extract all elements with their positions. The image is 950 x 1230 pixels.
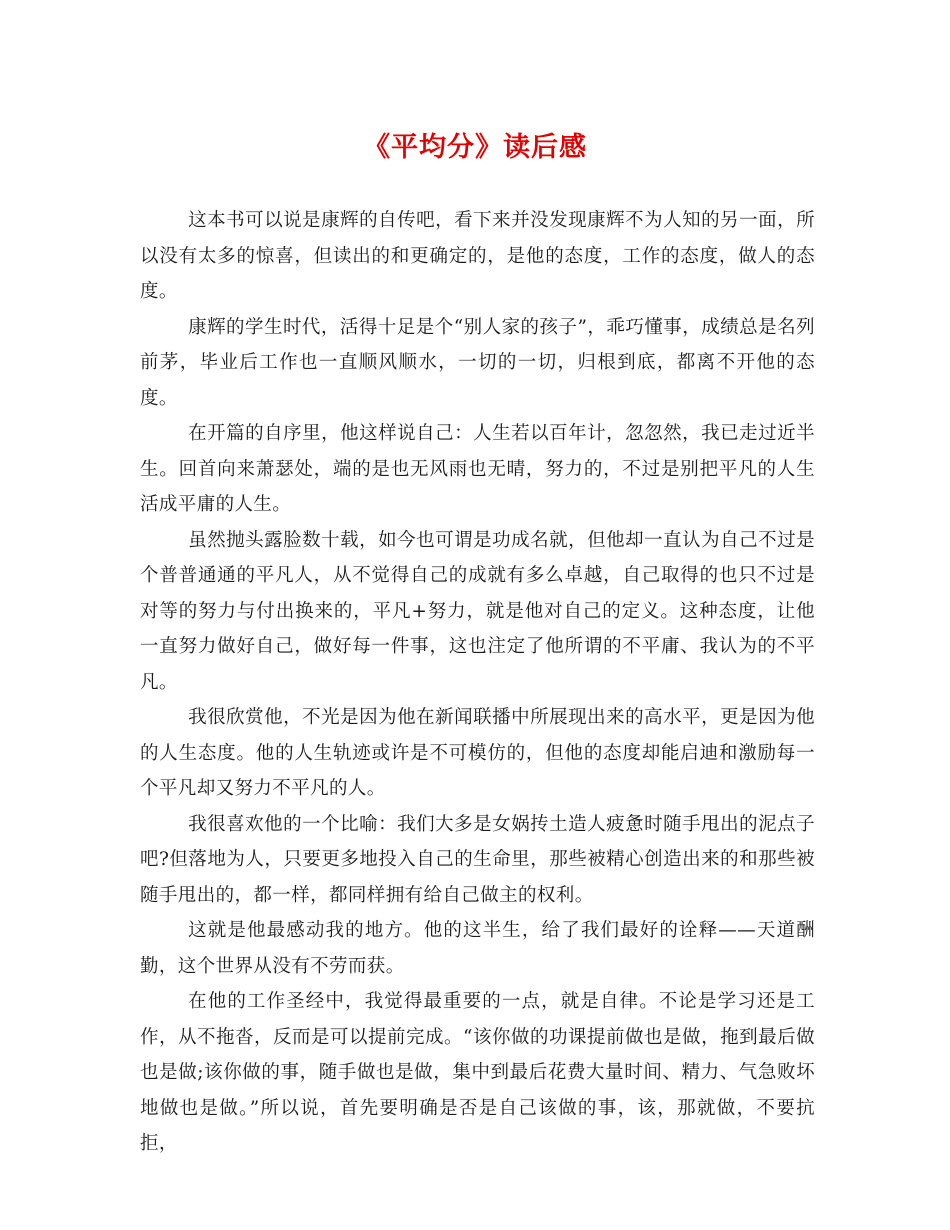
paragraph-5: 我很欣赏他，不光是因为他在新闻联播中所展现出来的高水平，更是因为他的人生态度。他的人生轨迹或许是不可模仿的，但他的态度却能启迪和激励每一个平凡却又努力不平凡的人。 — [140, 707, 815, 799]
paragraph-3: 在开篇的自序里，他这样说自己：人生若以百年计，忽忽然，我已走过近半生。回首向来萧瑟处，端的是也无风雨也无晴，努力的，不过是别把平凡的人生活成平庸的人生。 — [140, 423, 815, 515]
paragraph-8: 在他的工作圣经中，我觉得最重要的一点，就是自律。不论是学习还是工作，从不拖沓，反而是可以提前完成。“该你做的功课提前做也是做，拖到最后做也是做;该你做的事，随手做也是做，集中到最后花费大量时间、精力、气急败坏地做也是做。”所以说，首先要明确是否是自己该做的事，该，那就做，不要抗拒， — [140, 991, 815, 1154]
paragraph-4: 虽然抛头露脸数十载，如今也可谓是功成名就，但他却一直认为自己不过是个普普通通的平凡人，从不觉得自己的成就有多么卓越，自己取得的也只不过是对等的努力与付出换来的，平凡+努力，就是他对自己的定义。这种态度，让他一直努力做好自己，做好每一件事，这也注定了他所谓的不平庸、我认为的不平凡。 — [140, 529, 815, 693]
paragraph-2: 康辉的学生时代，活得十足是个“别人家的孩子”，乖巧懂事，成绩总是名列前茅，毕业后工作也一直顺风顺水，一切的一切，归根到底，都离不开他的态度。 — [140, 316, 815, 409]
paragraph-7: 这就是他最感动我的地方。他的这半生，给了我们最好的诠释——天道酬勤，这个世界从没有不劳而获。 — [140, 920, 815, 977]
document-title: 《平均分》读后感 — [363, 132, 587, 163]
paragraph-1: 这本书可以说是康辉的自传吧，看下来并没发现康辉不为人知的另一面，所以没有太多的惊喜，但读出的和更确定的，是他的态度，工作的态度，做人的态度。 — [140, 210, 815, 302]
paragraph-6: 我很喜欢他的一个比喻：我们大多是女娲抟土造人疲惫时随手甩出的泥点子吧?但落地为人，只要更多地投入自己的生命里，那些被精心创造出来的和那些被随手甩出的，都一样，都同样拥有给自己做主的权利。 — [140, 813, 815, 906]
document-body — [140, 203, 815, 1162]
